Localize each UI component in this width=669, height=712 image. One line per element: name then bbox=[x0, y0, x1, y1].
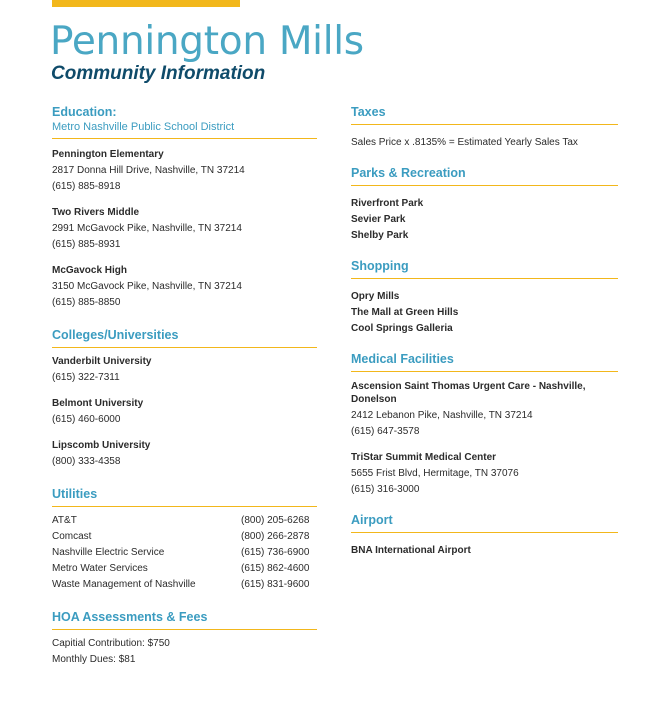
hoa-heading: HOA Assessments & Fees bbox=[52, 610, 208, 624]
utility-name: Comcast bbox=[52, 531, 92, 542]
college-phone: (800) 333-4358 bbox=[52, 456, 121, 467]
right-column bbox=[351, 104, 618, 559]
utility-name: AT&T bbox=[52, 515, 77, 526]
school-name: Pennington Elementary bbox=[52, 149, 164, 160]
hoa-list bbox=[52, 636, 317, 668]
shopping-item: The Mall at Green Hills bbox=[351, 307, 459, 318]
colleges-heading: Colleges/Universities bbox=[52, 328, 179, 342]
medical-entry bbox=[351, 380, 618, 440]
medical-section bbox=[351, 351, 618, 498]
utilities-section bbox=[52, 486, 317, 593]
college-phone: (615) 460-6000 bbox=[52, 414, 121, 425]
school-entry bbox=[52, 205, 317, 253]
school-address: 2817 Donna Hill Drive, Nashville, TN 37214 bbox=[52, 165, 245, 176]
shopping-list bbox=[351, 289, 618, 337]
park-item: Shelby Park bbox=[351, 230, 409, 241]
colleges-section bbox=[52, 327, 317, 470]
utility-phone: (615) 736-6900 bbox=[241, 547, 310, 558]
divider bbox=[52, 347, 317, 348]
hoa-item: Monthly Dues: $81 bbox=[52, 654, 136, 665]
college-entry bbox=[52, 396, 317, 428]
school-entry bbox=[52, 263, 317, 311]
education-section bbox=[52, 104, 317, 311]
utility-row bbox=[52, 545, 317, 561]
taxes-text: Sales Price x .8135% = Estimated Yearly Sales Tax bbox=[351, 137, 578, 148]
college-entry bbox=[52, 354, 317, 386]
parks-heading: Parks & Recreation bbox=[351, 166, 466, 180]
school-name: McGavock High bbox=[52, 265, 128, 276]
utility-phone: (615) 831-9600 bbox=[241, 579, 310, 590]
utilities-list bbox=[52, 513, 317, 593]
utility-phone: (615) 862-4600 bbox=[241, 563, 310, 574]
shopping-heading: Shopping bbox=[351, 259, 409, 273]
utility-row bbox=[52, 513, 317, 529]
utility-phone: (800) 205-6268 bbox=[241, 515, 310, 526]
taxes-heading: Taxes bbox=[351, 105, 386, 119]
facility-name: Ascension Saint Thomas Urgent Care - Nashville, Donelson bbox=[351, 381, 586, 405]
college-entry bbox=[52, 438, 317, 470]
airport-heading: Airport bbox=[351, 513, 393, 527]
left-column bbox=[52, 104, 317, 668]
hoa-item: Capitial Contribution: $750 bbox=[52, 638, 170, 649]
utility-name: Waste Management of Nashville bbox=[52, 579, 196, 590]
shopping-section bbox=[351, 258, 618, 337]
medical-entry bbox=[351, 450, 618, 498]
school-entry bbox=[52, 147, 317, 195]
shopping-item: Opry Mills bbox=[351, 291, 400, 302]
utilities-heading: Utilities bbox=[52, 487, 98, 501]
school-phone: (615) 885-8850 bbox=[52, 297, 121, 308]
utility-name: Metro Water Services bbox=[52, 563, 148, 574]
education-heading: Education: bbox=[52, 105, 117, 119]
college-name: Lipscomb University bbox=[52, 440, 151, 451]
airport-section bbox=[351, 512, 618, 559]
college-name: Vanderbilt University bbox=[52, 356, 152, 367]
page-subtitle: Community Information bbox=[51, 63, 266, 84]
top-accent-bar bbox=[52, 0, 240, 7]
facility-phone: (615) 647-3578 bbox=[351, 426, 420, 437]
college-name: Belmont University bbox=[52, 398, 144, 409]
school-address: 3150 McGavock Pike, Nashville, TN 37214 bbox=[52, 281, 242, 292]
school-name: Two Rivers Middle bbox=[52, 207, 140, 218]
education-district: Metro Nashville Public School District bbox=[52, 121, 235, 133]
college-phone: (615) 322-7311 bbox=[52, 372, 120, 383]
page-title: Pennington Mills bbox=[50, 19, 364, 64]
divider bbox=[351, 185, 618, 186]
parks-section bbox=[351, 165, 618, 244]
divider bbox=[351, 532, 618, 533]
divider bbox=[351, 124, 618, 125]
divider bbox=[52, 138, 317, 139]
park-item: Riverfront Park bbox=[351, 198, 424, 209]
taxes-section bbox=[351, 104, 618, 151]
facility-address: 5655 Frist Blvd, Hermitage, TN 37076 bbox=[351, 468, 519, 479]
airport-item: BNA International Airport bbox=[351, 545, 471, 556]
shopping-item: Cool Springs Galleria bbox=[351, 323, 453, 334]
facility-name: TriStar Summit Medical Center bbox=[351, 452, 497, 463]
utility-name: Nashville Electric Service bbox=[52, 547, 165, 558]
utility-phone: (800) 266-2878 bbox=[241, 531, 310, 542]
school-address: 2991 McGavock Pike, Nashville, TN 37214 bbox=[52, 223, 242, 234]
school-phone: (615) 885-8918 bbox=[52, 181, 121, 192]
utility-row bbox=[52, 529, 317, 545]
utility-row bbox=[52, 577, 317, 593]
school-phone: (615) 885-8931 bbox=[52, 239, 121, 250]
hoa-section bbox=[52, 609, 317, 668]
divider bbox=[52, 629, 317, 630]
divider bbox=[351, 371, 618, 372]
divider bbox=[351, 278, 618, 279]
divider bbox=[52, 506, 317, 507]
utility-row bbox=[52, 561, 317, 577]
parks-list bbox=[351, 196, 618, 244]
medical-heading: Medical Facilities bbox=[351, 352, 454, 366]
facility-address: 2412 Lebanon Pike, Nashville, TN 37214 bbox=[351, 410, 533, 421]
park-item: Sevier Park bbox=[351, 214, 406, 225]
facility-phone: (615) 316-3000 bbox=[351, 484, 420, 495]
